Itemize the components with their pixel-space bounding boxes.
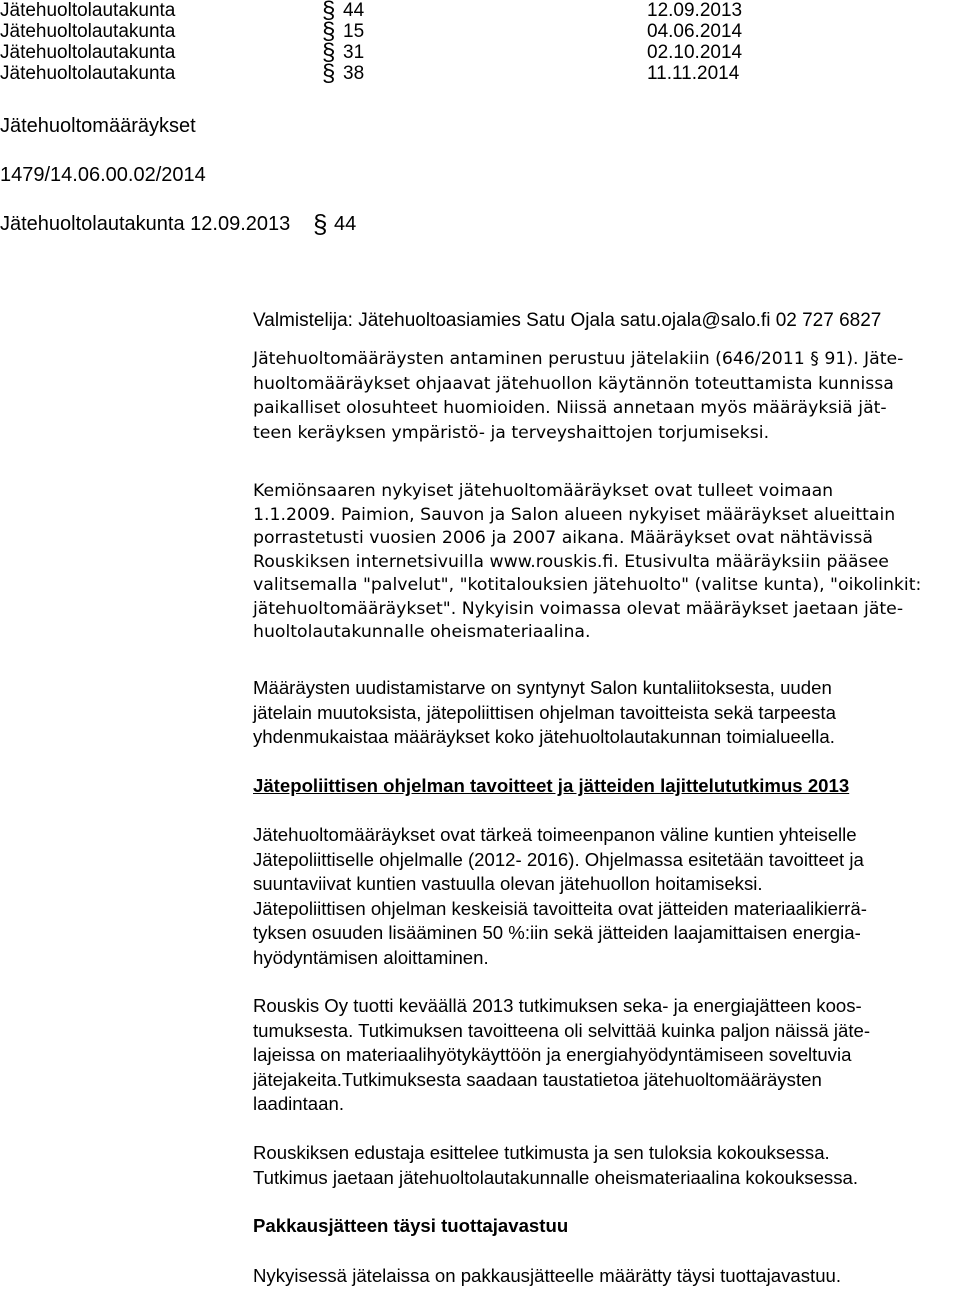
document-title: Jätehuoltomääräykset xyxy=(0,115,196,137)
section-sign: § xyxy=(322,60,336,87)
meeting-number: 38 xyxy=(343,63,365,84)
text-line: Rouskis Oy tuotti keväällä 2013 tutkimuksen seka- ja energiajätteen koos- xyxy=(253,995,862,1016)
meeting-date: 11.11.2014 xyxy=(647,63,740,84)
paragraph-current-regulations xyxy=(253,480,953,645)
text-line: laadintaan. xyxy=(253,1093,344,1114)
text-line: Rouskiksen edustaja esittelee tutkimusta ja sen tuloksia kokouksessa. xyxy=(253,1142,830,1163)
meeting-body: Jätehuoltolautakunta xyxy=(0,63,176,84)
meeting-body: Jätehuoltolautakunta xyxy=(0,21,176,42)
text-line: Kemiönsaaren nykyiset jätehuoltomääräykset ovat tulleet voimaan xyxy=(253,481,834,501)
text-line: Rouskiksen internetsivuilla www.rouskis.fi. Etusivulta määräyksiin pääsee xyxy=(253,551,889,572)
text-line: yhdenmukaistaa määräykset koko jätehuoltolautakunnan toimialueella. xyxy=(253,726,835,747)
paragraph-study xyxy=(253,994,953,1117)
text-line: jätehuoltomääräykset". Nykyisin voimassa olevat määräykset jaetaan jäte- xyxy=(253,598,904,619)
text-line: Jätehuoltomääräysten antaminen perustuu jätelakiin (646/2011 § 91). Jäte- xyxy=(253,349,904,369)
text-line: porrastetusti vuosien 2006 ja 2007 aikana. Määräykset ovat nähtävissä xyxy=(253,528,873,548)
text-line: Jätepoliittisen ohjelman keskeisiä tavoitteita ovat jätteiden materiaalikierrä- xyxy=(253,897,867,919)
text-line: paikalliset olosuhteet huomioiden. Niissä annetaan myös määräyksiä jät- xyxy=(253,398,887,418)
section-sign: § xyxy=(313,209,328,239)
meeting-number: 44 xyxy=(343,0,365,21)
text-line: jätejakeita.Tutkimuksesta saadaan taustatietoa jätehuoltomääräysten xyxy=(253,1068,822,1090)
text-line: 1.1.2009. Paimion, Sauvon ja Salon alueen nykyiset määräykset alueittain xyxy=(253,504,896,525)
section-heading-packaging: Pakkausjätteen täysi tuottajavastuu xyxy=(253,1215,569,1236)
text-line: Jätehuoltomääräykset ovat tärkeä toimeenpanon väline kuntien yhteiselle xyxy=(253,824,857,845)
paragraph-renewal-need xyxy=(253,676,953,750)
text-line: tumuksesta. Tutkimuksen tavoitteena oli selvittää kuinka paljon näissä jäte- xyxy=(253,1019,871,1041)
preparer: Valmistelija: Jätehuoltoasiamies Satu Ojala satu.ojala@salo.fi 02 727 6827 xyxy=(253,310,882,331)
meeting-date: 04.06.2014 xyxy=(647,21,743,42)
section-sign: § xyxy=(322,18,336,45)
meeting-reference-text: Jätehuoltolautakunta 12.09.2013 xyxy=(0,213,291,235)
paragraph-packaging xyxy=(253,1264,953,1289)
text-line: tyksen osuuden lisääminen 50 %:iin sekä jätteiden laajamittaisen energia- xyxy=(253,922,861,943)
meeting-number: 15 xyxy=(343,21,365,42)
meeting-reference-number: 44 xyxy=(334,213,357,235)
text-line: jätelain muutoksista, jätepoliittisen ohjelman tavoitteista sekä tarpeesta xyxy=(253,701,836,723)
paragraph-legal-basis xyxy=(253,347,953,445)
section-heading-waste-policy: Jätepoliittisen ohjelman tavoitteet ja jätteiden lajittelututkimus 2013 xyxy=(253,775,850,796)
text-line: huoltomääräykset ohjaavat jätehuollon käytännön toteuttamista kunnissa xyxy=(253,373,894,394)
section-sign: § xyxy=(322,0,336,24)
text-line: lajeissa on materiaalihyötykäyttöön ja energiahyödyntämiseen soveltuvia xyxy=(253,1044,852,1065)
paragraph-waste-policy xyxy=(253,823,953,970)
diary-number: 1479/14.06.00.02/2014 xyxy=(0,164,206,186)
text-line: valitsemalla "palvelut", "kotitalouksien jätehuolto" (valitse kunta), "oikolinkit: xyxy=(253,575,922,595)
text-line: Nykyisessä jätelaissa on pakkausjätteelle määrätty täysi tuottajavastuu. xyxy=(253,1265,842,1286)
meeting-number: 31 xyxy=(343,42,365,63)
meeting-date: 12.09.2013 xyxy=(647,0,743,21)
meeting-date: 02.10.2014 xyxy=(647,42,743,63)
text-line: hyödyntämisen aloittaminen. xyxy=(253,946,489,968)
text-line: huoltolautakunnalle oheismateriaalina. xyxy=(253,622,591,642)
meeting-body: Jätehuoltolautakunta xyxy=(0,42,176,63)
section-sign: § xyxy=(322,39,336,66)
paragraph-presentation xyxy=(253,1141,953,1190)
text-line: Jätepoliittiselle ohjelmalle (2012- 2016). Ohjelmassa esitetään tavoitteet ja xyxy=(253,848,864,870)
text-line: Määräysten uudistamistarve on syntynyt Salon kuntaliitoksesta, uuden xyxy=(253,677,832,698)
meeting-body: Jätehuoltolautakunta xyxy=(0,0,176,21)
text-line: teen keräyksen ympäristö- ja terveyshaittojen torjumiseksi. xyxy=(253,422,770,443)
text-line: Tutkimus jaetaan jätehuoltolautakunnalle oheismateriaalina kokouksessa. xyxy=(253,1166,859,1188)
text-line: suuntaviivat kuntien vastuulla olevan jätehuollon hoitamiseksi. xyxy=(253,873,763,894)
